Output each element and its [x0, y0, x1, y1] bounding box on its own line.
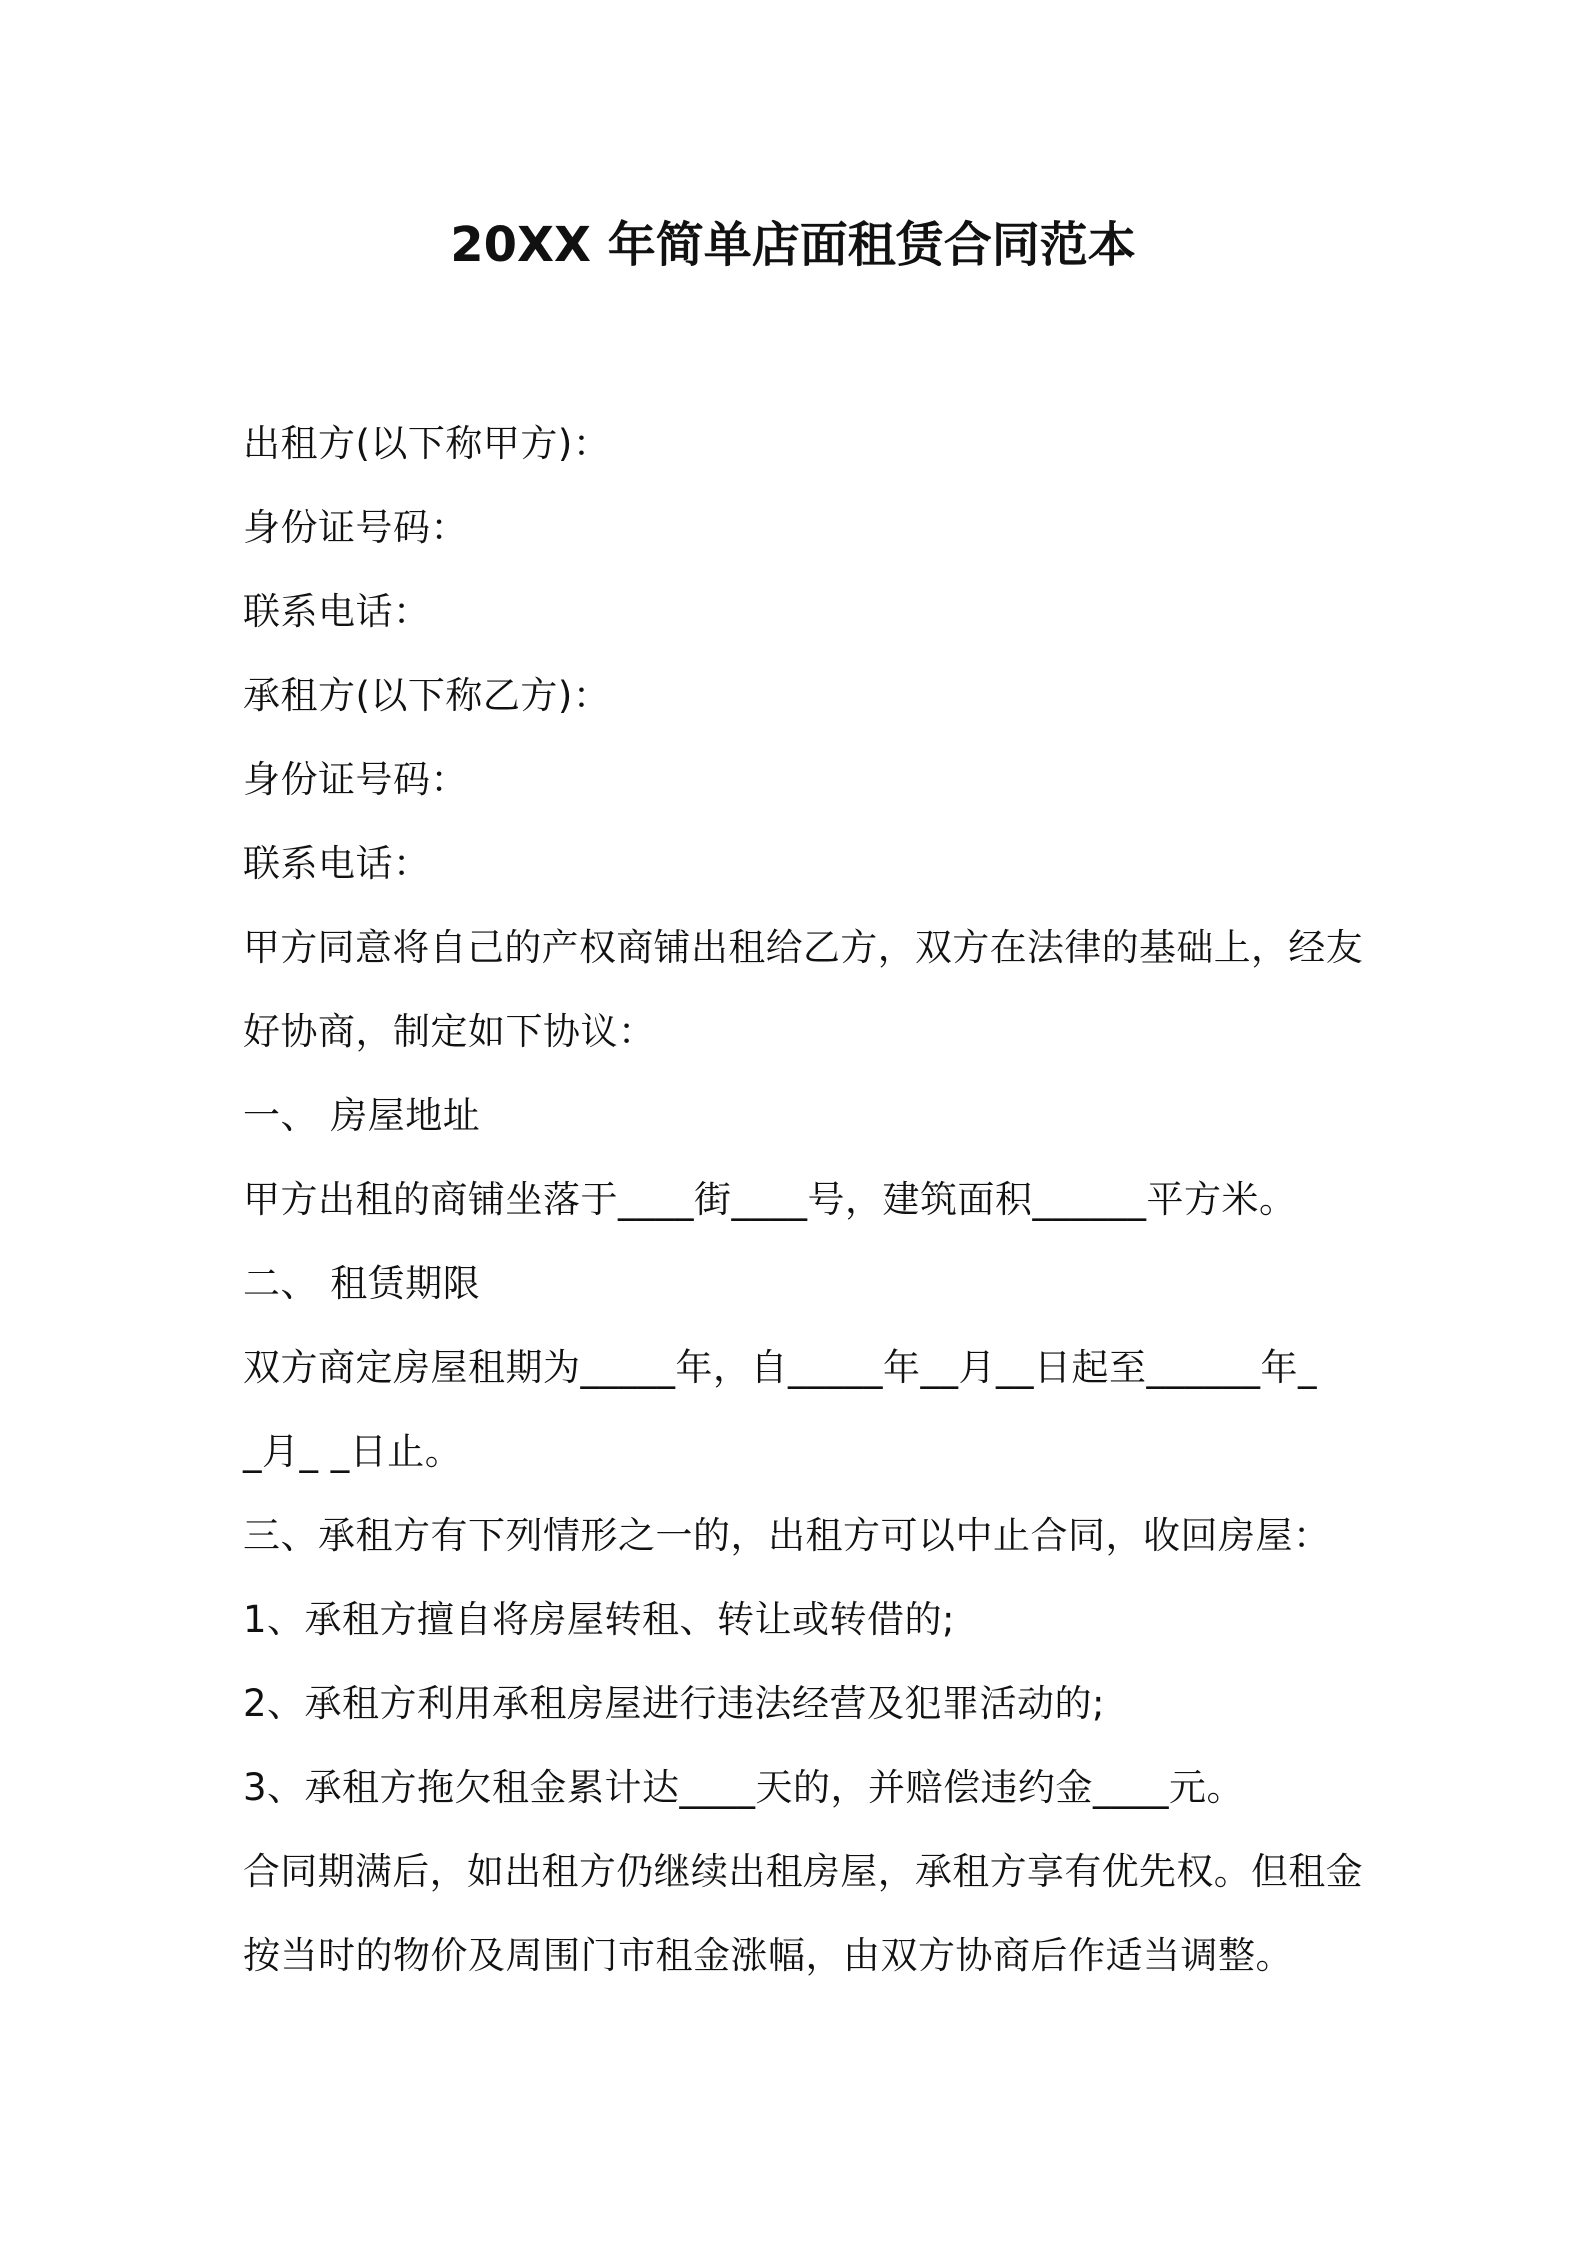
lessee-line: 承租方(以下称乙方)：	[243, 674, 611, 717]
renewal-clause-line-1: 合同期满后，如出租方仍继续出租房屋，承租方享有优先权。但租金	[243, 1850, 1364, 1893]
document-body	[243, 402, 1363, 1998]
agreement-intro-line-2: 好协商，制定如下协议：	[243, 1010, 656, 1053]
termination-item-1: 1、承租方擅自将房屋转租、转让或转借的;	[243, 1598, 956, 1641]
section-heading-address: 一、 房屋地址	[243, 1094, 481, 1137]
renewal-clause-line-2: 按当时的物价及周围门市租金涨幅，由双方协商后作适当调整。	[243, 1934, 1293, 1977]
term-clause-line-1: 双方商定房屋租期为_____年，自_____年__月__日起至______年_	[243, 1346, 1317, 1389]
termination-item-2: 2、承租方利用承租房屋进行违法经营及犯罪活动的;	[243, 1682, 1106, 1725]
term-clause-line-2: _月_ _日止。	[243, 1430, 463, 1473]
termination-item-3: 3、承租方拖欠租金累计达____天的，并赔偿违约金____元。	[243, 1766, 1245, 1809]
lessor-line: 出租方(以下称甲方)：	[243, 422, 611, 465]
agreement-intro-line-1: 甲方同意将自己的产权商铺出租给乙方，双方在法律的基础上，经友	[243, 926, 1364, 969]
lessee-phone-line: 联系电话：	[243, 842, 431, 885]
section-heading-term: 二、 租赁期限	[243, 1262, 481, 1305]
lessor-id-line: 身份证号码：	[243, 506, 468, 549]
section-heading-termination: 三、承租方有下列情形之一的，出租方可以中止合同，收回房屋：	[243, 1514, 1331, 1557]
lessor-phone-line: 联系电话：	[243, 590, 431, 633]
document-title: 20XX 年简单店面租赁合同范本	[450, 217, 1136, 273]
address-clause-line: 甲方出租的商铺坐落于____街____号，建筑面积______平方米。	[243, 1178, 1297, 1221]
lessee-id-line: 身份证号码：	[243, 758, 468, 801]
